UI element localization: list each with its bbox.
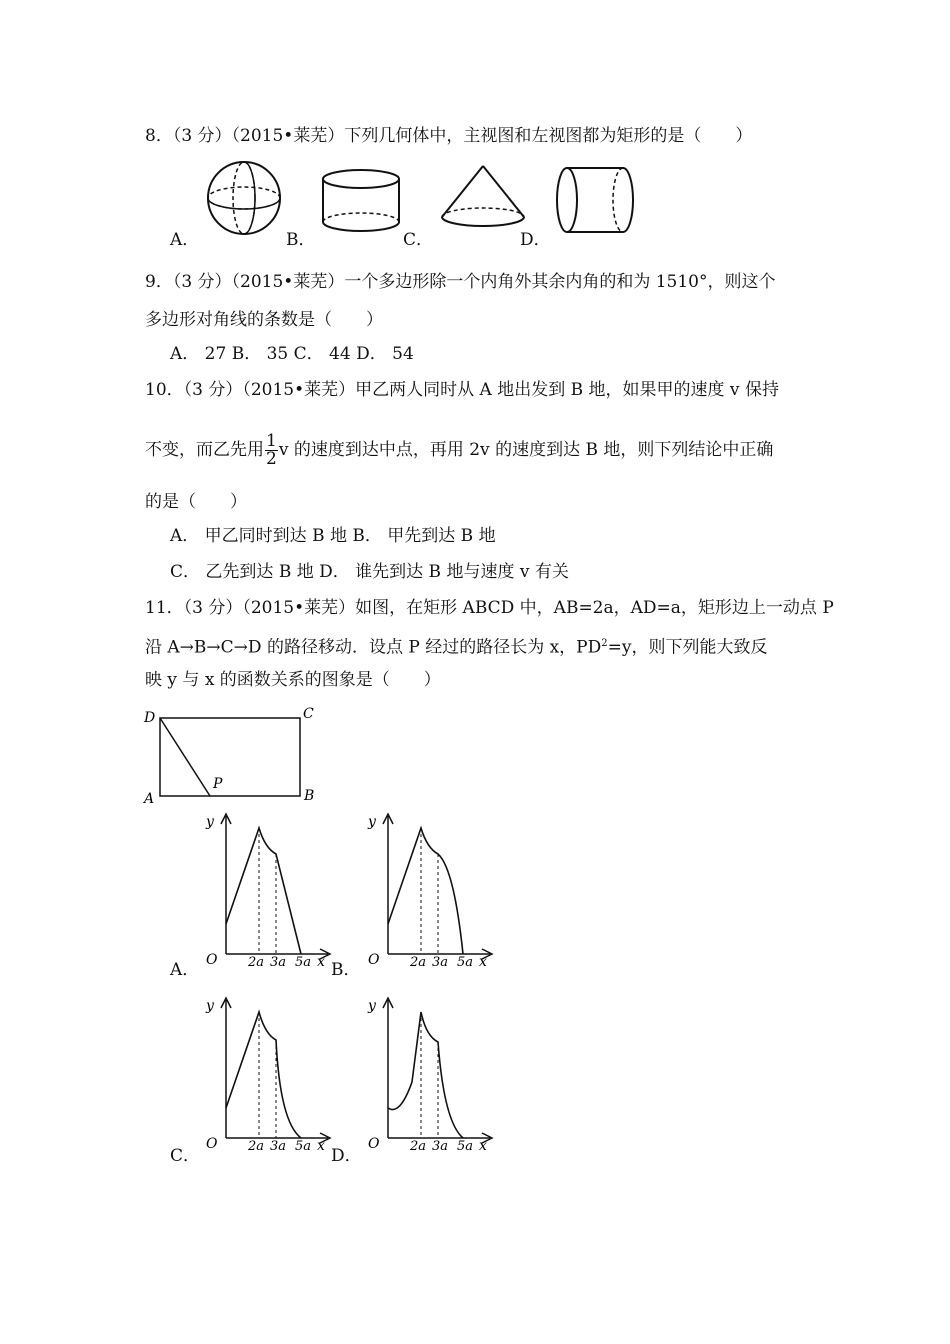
q10-line1: 10．（3 分）（2015•莱芜）甲乙两人同时从 A 地出发到 B 地，如果甲的速度 v 保持 xyxy=(145,380,779,400)
q8-stem: 8．（3 分）（2015•莱芜）下列几何体中，主视图和左视图都为矩形的是（ ） xyxy=(145,126,753,146)
vertex-b-label: B xyxy=(304,788,315,804)
q10-line2-start: 不变，而乙先用 xyxy=(145,440,264,460)
tick-3a: 3a xyxy=(270,955,287,968)
tick-2a: 2a xyxy=(410,1139,427,1152)
q10-options-cd: C． 乙先到达 B 地 D． 谁先到达 B 地与速度 v 有关 xyxy=(170,562,569,582)
tick-2a: 2a xyxy=(248,955,265,968)
curve-b xyxy=(388,828,463,954)
q11-option-b-label: B． xyxy=(331,960,361,980)
curve-d xyxy=(388,1012,463,1138)
tick-5a: 5a xyxy=(457,955,474,968)
cylinder-icon xyxy=(318,166,404,236)
curve-c xyxy=(226,1012,301,1138)
q11-option-a-label: A． xyxy=(170,960,200,980)
x-axis-label: x xyxy=(479,954,487,968)
q11-line3: 映 y 与 x 的函数关系的图象是（ ） xyxy=(145,670,441,690)
tick-3a: 3a xyxy=(432,1139,449,1152)
q10-line3: 的是（ ） xyxy=(145,492,247,512)
q10-line2 xyxy=(145,430,773,470)
x-axis-label: x xyxy=(479,1138,487,1152)
q8-option-a-label: A． xyxy=(170,230,200,250)
y-axis-label: y xyxy=(368,998,376,1014)
y-axis-label: y xyxy=(206,998,214,1014)
q11-option-d-label: D． xyxy=(331,1146,362,1166)
q10-options-ab: A． 甲乙同时到达 B 地 B． 甲先到达 B 地 xyxy=(170,526,496,546)
q10-line2-end: v 的速度到达中点，再用 2v 的速度到达 B 地，则下列结论中正确 xyxy=(278,440,774,460)
vertex-a-label: A xyxy=(144,791,155,807)
superscript-two: 2 xyxy=(601,638,608,649)
tick-5a: 5a xyxy=(457,1139,474,1152)
q8-option-d-label: D． xyxy=(520,230,551,250)
q9-line2: 多边形对角线的条数是（ ） xyxy=(145,310,383,330)
tick-3a: 3a xyxy=(270,1139,287,1152)
point-p-label: P xyxy=(213,776,223,792)
vertex-d-label: D xyxy=(144,710,156,726)
q11-line2-start: 沿 A→B→C→D 的路径移动．设点 P 经过的路径长为 x，PD xyxy=(145,637,602,658)
tick-5a: 5a xyxy=(295,1139,312,1152)
tick-2a: 2a xyxy=(410,955,427,968)
q11-line1: 11．（3 分）（2015•莱芜）如图，在矩形 ABCD 中，AB=2a，AD=a，矩形边上一动点 P xyxy=(145,598,834,618)
q9-options: A． 27 B． 35 C． 44 D． 54 xyxy=(170,344,414,364)
tick-3a: 3a xyxy=(432,955,449,968)
cone-icon xyxy=(436,160,530,236)
graph-option-d xyxy=(362,992,502,1152)
q8-option-b-label: B． xyxy=(286,230,316,250)
q11-option-c-label: C． xyxy=(170,1146,201,1166)
origin-label: O xyxy=(368,1136,380,1152)
x-axis-label: x xyxy=(317,954,325,968)
x-axis-label: x xyxy=(317,1138,325,1152)
origin-label: O xyxy=(368,952,380,968)
q11-line2 xyxy=(145,632,768,660)
origin-label: O xyxy=(206,952,218,968)
graph-option-b xyxy=(362,808,502,968)
q11-line2-end: =y，则下列能大致反 xyxy=(607,637,768,658)
fraction-denominator: 2 xyxy=(266,449,277,469)
graph-option-a xyxy=(200,808,340,968)
origin-label: O xyxy=(206,1136,218,1152)
sphere-icon xyxy=(204,158,284,238)
one-half-fraction xyxy=(265,433,278,468)
q9-line1: 9．（3 分）（2015•莱芜）一个多边形除一个内角外其余内角的和为 1510°，则这个 xyxy=(145,272,776,292)
lying-cylinder-icon xyxy=(553,162,639,238)
fraction-numerator: 1 xyxy=(266,431,277,451)
tick-5a: 5a xyxy=(295,955,312,968)
y-axis-label: y xyxy=(206,814,214,830)
tick-2a: 2a xyxy=(248,1139,265,1152)
y-axis-label: y xyxy=(368,814,376,830)
graph-option-c xyxy=(200,992,340,1152)
curve-a xyxy=(226,828,301,954)
rectangle-abcd-figure xyxy=(140,700,330,810)
vertex-c-label: C xyxy=(303,706,314,722)
q8-option-c-label: C． xyxy=(403,230,434,250)
